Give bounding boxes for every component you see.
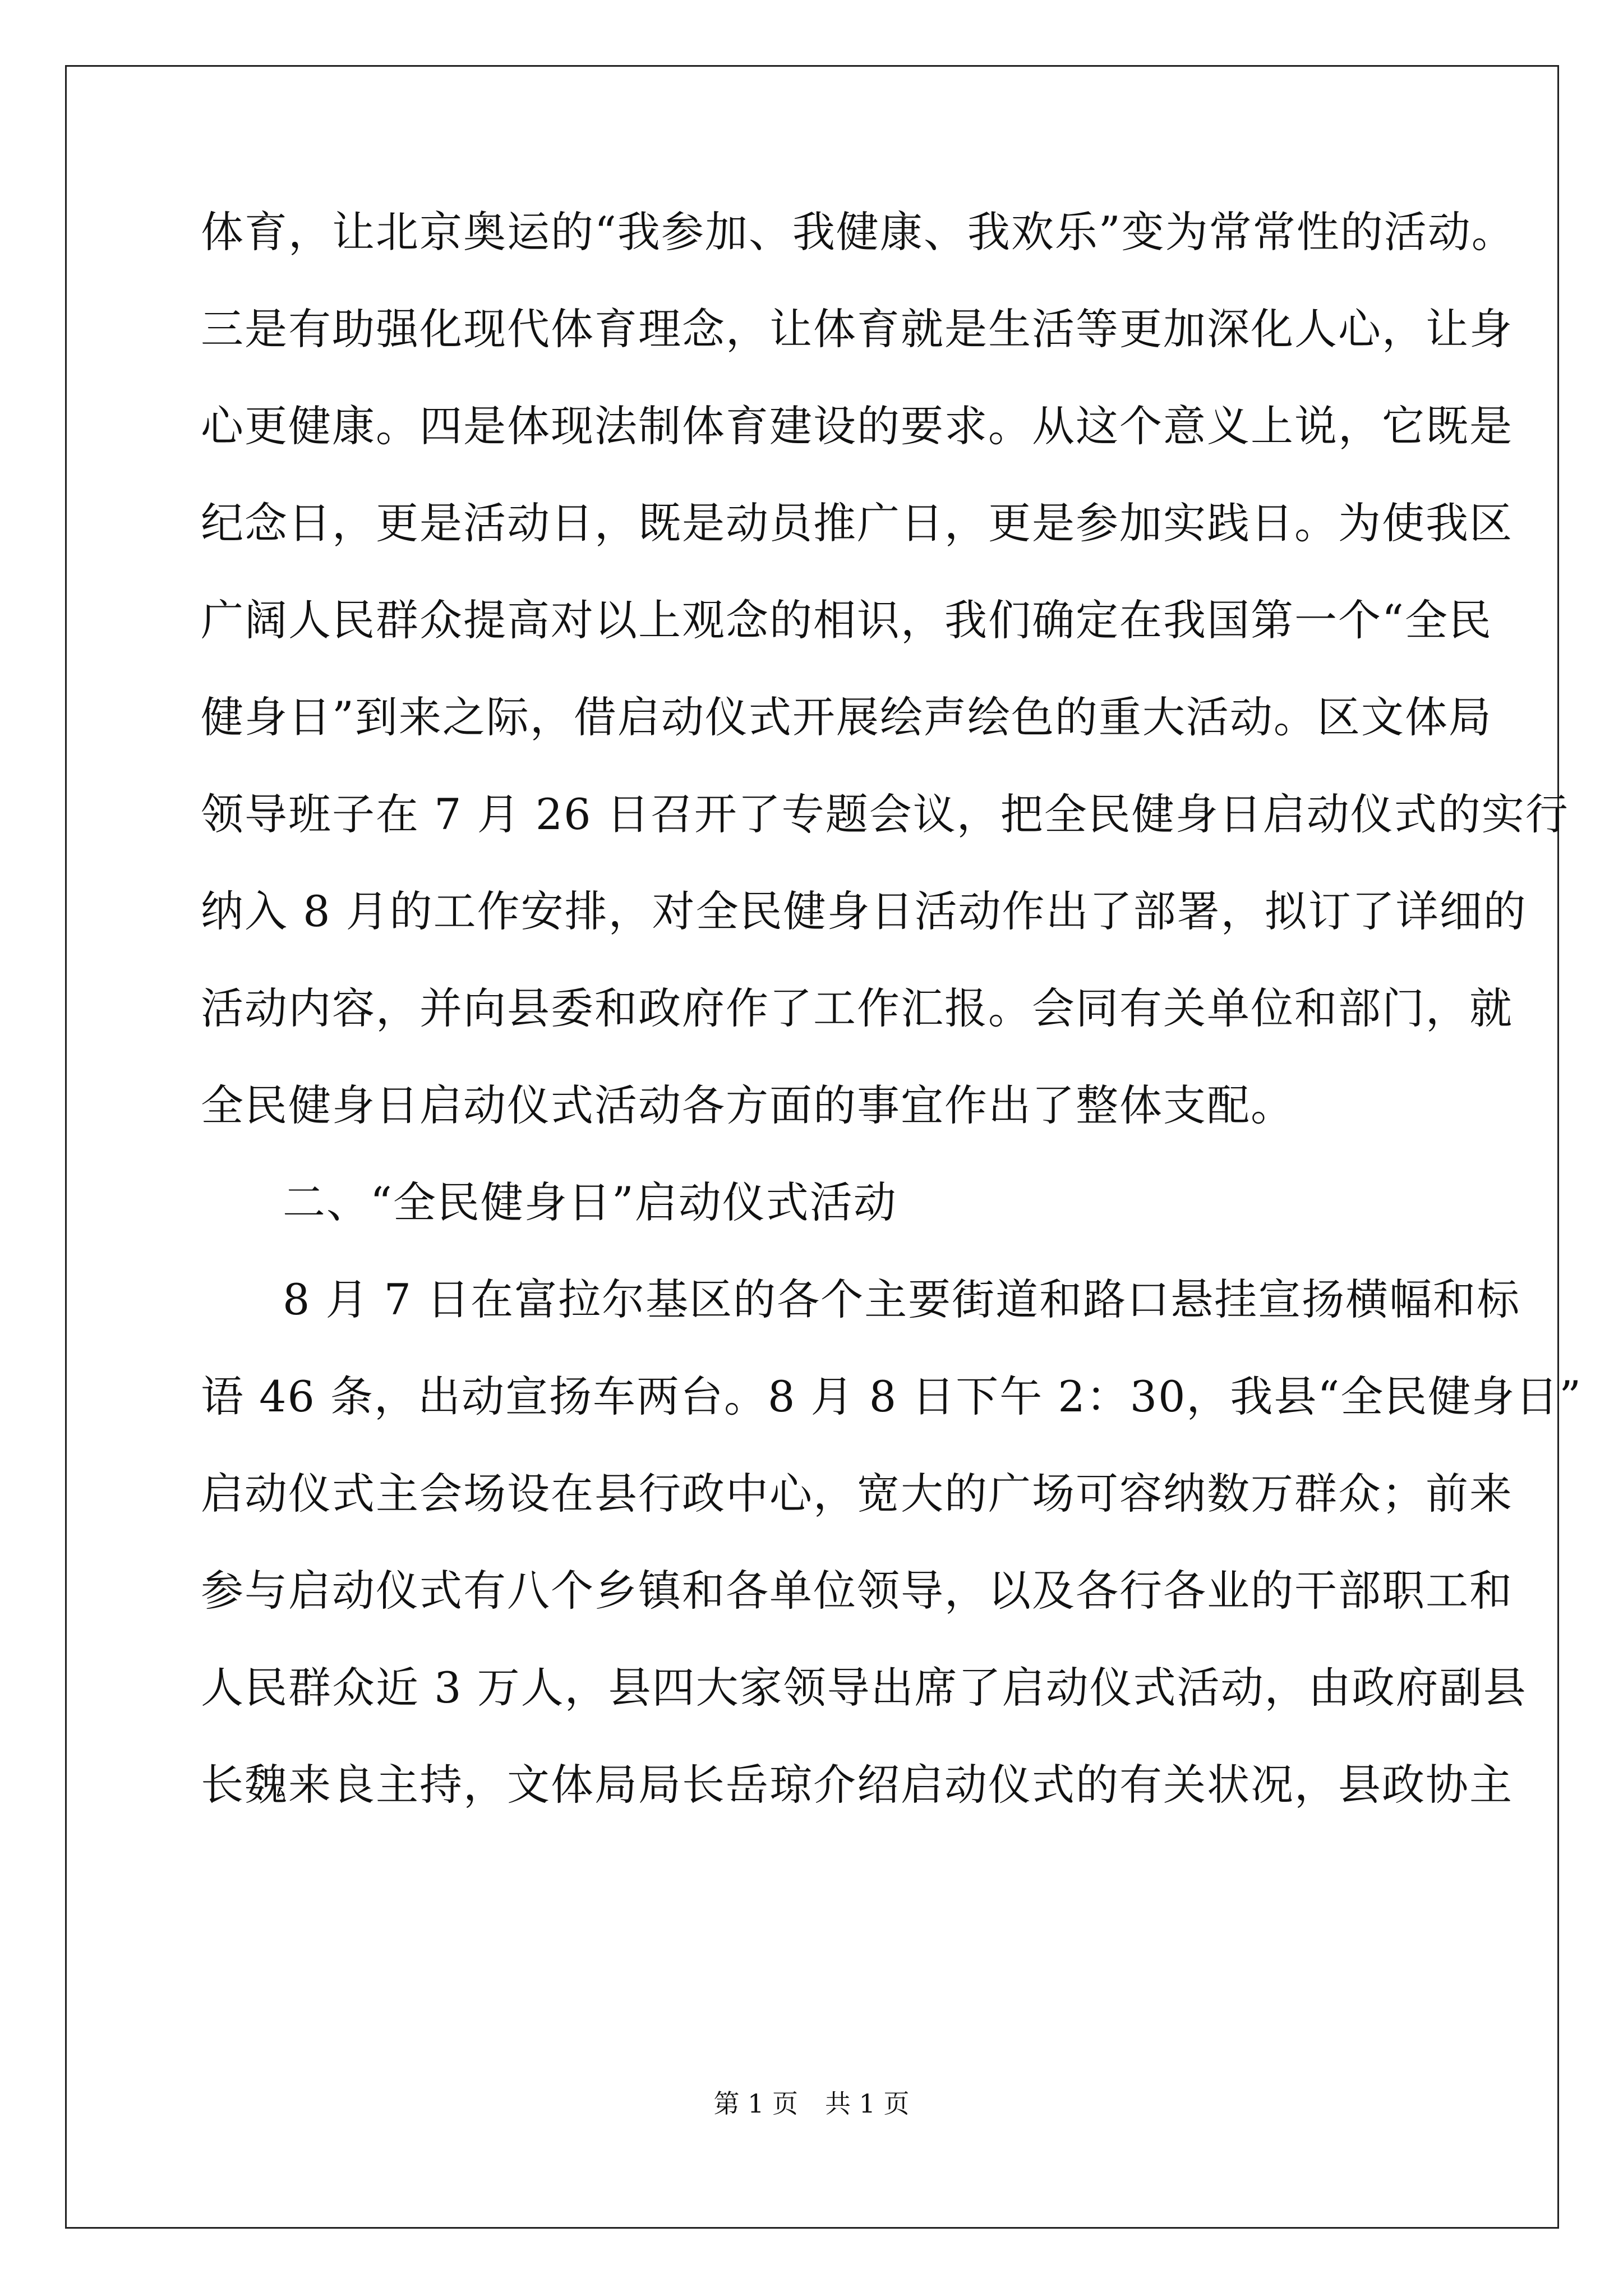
text-line: 长魏来良主持，文体局局长岳琼介绍启动仪式的有关状况，县政协主 [201,1760,1513,1810]
text-line: 体育，让北京奥运的“我参加、我健康、我欢乐”变为常常性的活动。 [201,207,1515,257]
section-heading: 二、“全民健身日”启动仪式活动 [283,1177,897,1227]
page-total: 共 1 页 [825,2088,910,2119]
page-footer [0,2087,1623,2120]
text-line: 活动内容，并向县委和政府作了工作汇报。会同有关单位和部门，就 [201,983,1513,1033]
page-number: 第 1 页 [713,2088,798,2119]
text-line: 语 46 条，出动宣扬车两台。8 月 8 日下午 2：30，我县“全民健身日” [201,1372,1583,1421]
text-line: 广阔人民群众提高对以上观念的相识，我们确定在我国第一个“全民 [201,595,1492,645]
text-line: 启动仪式主会场设在县行政中心，宽大的广场可容纳数万群众；前来 [201,1469,1513,1519]
text-line: 三是有助强化现代体育理念，让体育就是生活等更加深化人心，让身 [201,304,1513,354]
text-line: 全民健身日启动仪式活动各方面的事宜作出了整体支配。 [201,1080,1294,1130]
text-line: 参与启动仪式有八个乡镇和各单位领导，以及各行各业的干部职工和 [201,1566,1513,1616]
text-line: 健身日”到来之际，借启动仪式开展绘声绘色的重大活动。区文体局 [201,692,1492,742]
text-line: 心更健康。四是体现法制体育建设的要求。从这个意义上说，它既是 [201,401,1513,451]
text-line: 领导班子在 7 月 26 日召开了专题会议，把全民健身日启动仪式的实行 [201,789,1569,839]
text-line: 纳入 8 月的工作安排，对全民健身日活动作出了部署，拟订了详细的 [201,886,1527,936]
text-line: 人民群众近 3 万人，县四大家领导出席了启动仪式活动，由政府副县 [201,1663,1527,1713]
text-line: 纪念日，更是活动日，既是动员推广日，更是参加实践日。为使我区 [201,498,1513,548]
text-line: 8 月 7 日在富拉尔基区的各个主要街道和路口悬挂宣扬横幅和标 [283,1274,1521,1324]
page-border [65,65,1583,2229]
